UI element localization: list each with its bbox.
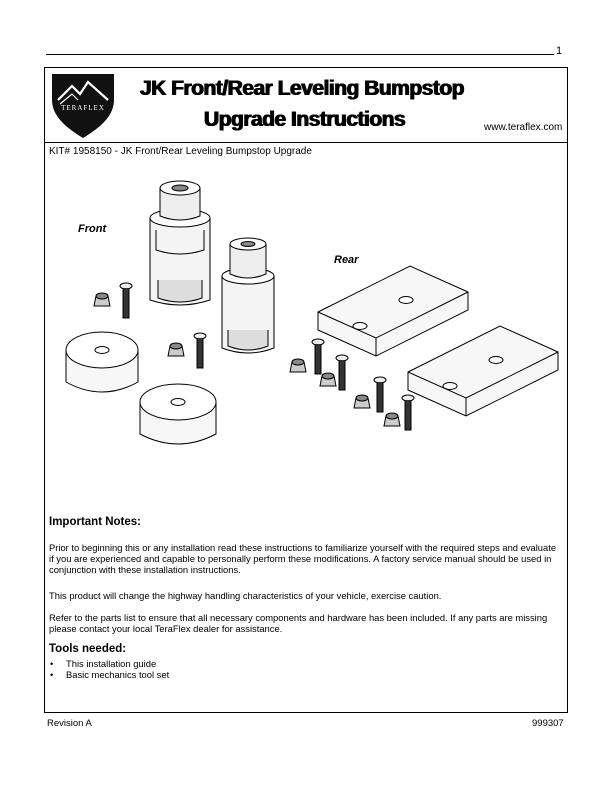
top-rule xyxy=(46,54,554,55)
rear-bolt-2 xyxy=(336,355,348,390)
note-paragraph-1: Prior to beginning this or any installation read these instructions to familiarize yourself with the required steps and evaluate if you are experienced and capable to personally perform these modifications. A factory service manual should be used in conjunction with these installation instructions. xyxy=(49,542,557,575)
front-bumpstop-tall xyxy=(150,181,210,305)
logo-text: TERAFLEX xyxy=(61,104,105,112)
header-divider xyxy=(44,142,568,143)
teraflex-logo xyxy=(50,70,116,140)
important-notes-heading: Important Notes: xyxy=(49,516,141,528)
revision-label: Revision A xyxy=(47,718,92,729)
rear-nut-1 xyxy=(290,359,306,372)
document-number: 999307 xyxy=(532,718,564,729)
front-spacer-2 xyxy=(140,384,216,444)
kit-line: KIT# 1958150 - JK Front/Rear Leveling Bumpstop Upgrade xyxy=(49,146,312,157)
front-label: Front xyxy=(78,223,107,235)
website-link[interactable]: www.teraflex.com xyxy=(484,122,563,133)
doc-title-line1: JK Front/Rear Leveling Bumpstop xyxy=(140,77,465,100)
doc-title-line2: Upgrade Instructions xyxy=(204,108,406,131)
rear-nut-3 xyxy=(354,395,370,408)
rear-label: Rear xyxy=(334,254,359,266)
note-paragraph-2: This product will change the highway handling characteristics of your vehicle, exercise caution. xyxy=(49,590,442,601)
front-bumpstop-short xyxy=(222,238,274,353)
parts-illustration xyxy=(50,180,560,460)
front-bolt-2 xyxy=(194,333,206,368)
note-paragraph-3: Refer to the parts list to ensure that all necessary components and hardware has been included. If any parts are missing please contact your local TeraFlex dealer for assistance. xyxy=(49,612,548,634)
tools-list xyxy=(49,658,169,680)
rear-plate-1 xyxy=(318,266,468,356)
rear-bolt-3 xyxy=(374,377,386,412)
tools-list-item: • This installation guide xyxy=(49,658,169,669)
rear-plate-2 xyxy=(408,326,558,416)
tools-needed-heading: Tools needed: xyxy=(49,643,127,655)
front-nut-1 xyxy=(94,293,110,306)
front-spacer-1 xyxy=(66,332,138,392)
rear-bolt-1 xyxy=(312,339,324,374)
front-bolt-1 xyxy=(120,283,132,318)
front-nut-2 xyxy=(168,343,184,356)
page-number: 1 xyxy=(556,45,563,57)
rear-nut-4 xyxy=(384,413,400,426)
rear-nut-2 xyxy=(320,373,336,386)
tools-list-item: • Basic mechanics tool set xyxy=(49,669,169,680)
rear-bolt-4 xyxy=(402,395,414,430)
